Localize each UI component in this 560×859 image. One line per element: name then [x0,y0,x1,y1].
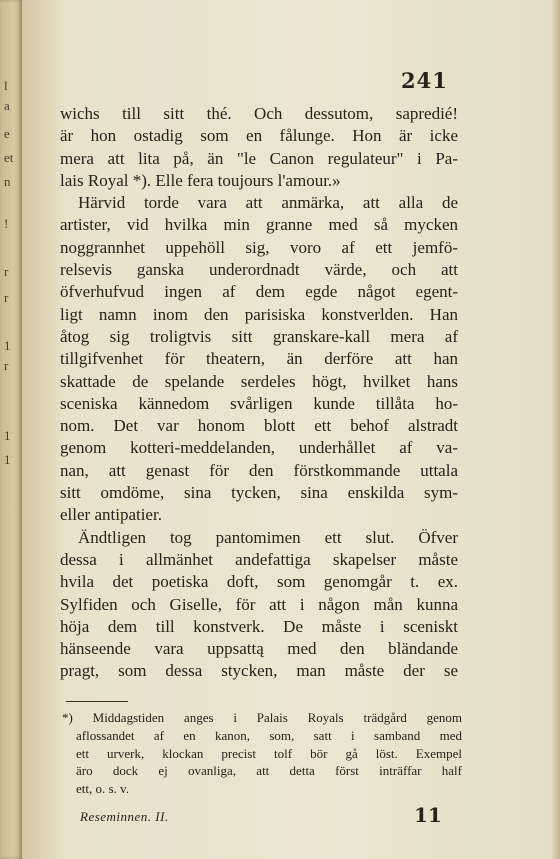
text-line: Sylfiden och Giselle, för att i någon mån kunna [60,594,458,614]
text-line: nan, att genast för den förstkommande uttala [60,460,458,480]
text-line: sitt omdöme, sina tycken, sina enskilda sym- [60,483,458,503]
text-line: mera att lita på, än "le Canon regulateur" i Pa- [60,148,458,168]
text-line: tillgifvenhet för theatern, än derföre att han [60,349,458,369]
text-line: genom kotteri-meddelanden, underhållet af va- [60,438,458,458]
margin-glyph: 1 [4,428,11,443]
text-line: ligt namn inom den parisiska konstverlden. Han [60,304,458,324]
text-line: skattade de spelande serdeles högt, hvilket hans [60,371,458,391]
text-line: hänseende vara uppsattą med den bländande [60,639,458,659]
text-line: dessa i allmänhet andefattiga skapelser måste [60,549,458,569]
text-line: relsevis ganska underordnadt värde, och att [60,260,458,280]
text-line: öfverhufvud ingen af dem egde något egent- [60,282,458,302]
text-line: artister, vid hvilka min granne med så mycken [60,215,458,235]
body-text [60,103,458,683]
footnote-line: *) Middagstiden anges i Palais Royals trädgård genom [62,710,462,725]
margin-glyph: n [4,174,11,189]
margin-glyph: r [4,264,9,279]
footnote-rule [66,701,128,702]
footnote-line: ett urverk, klockan precist tolf bör gå löst. Exempel [76,745,462,761]
footnote-line: äro dock ej ovanliga, att detta först inträffar half [76,763,462,779]
footnote [62,709,462,798]
text-line: är hon ostadig som en fålunge. Hon är icke [60,126,458,146]
text-line: Härvid torde vara att anmärka, att alla de [78,193,458,213]
text-line: Ändtligen tog pantomimen ett slut. Öfver [78,527,458,547]
text-line: åtog sig troligtvis sitt granskare-kall mera af [60,326,458,346]
margin-glyph: e [4,126,10,141]
text-line: eller antipatier. [60,505,162,525]
page-number: 241 [401,68,448,93]
margin-glyph: ! [4,216,9,231]
signature-mark: 11 [414,803,442,827]
margin-glyph: a [4,98,10,113]
text-line: sceniska kännedom svårligen kunde tillåta ho- [60,393,458,413]
text-line: höja dem till konstverk. De måste i sceniskt [60,616,458,636]
previous-page-edge [0,0,22,859]
margin-glyph: r [4,358,9,373]
running-footer: Reseminnen. II. [80,809,169,824]
text-line: nom. Det var honom blott ett behof alstradt [60,416,458,436]
margin-glyph: r [4,290,9,305]
margin-glyph: l [4,78,8,93]
margin-glyph: 1 [4,452,11,467]
text-line: lais Royal *). Elle fera toujours l'amour.» [60,170,341,190]
text-line: pragt, som dessa stycken, man måste der se [60,661,458,681]
footnote-line: aflossandet af en kanon, som, satt i samband med [76,727,462,743]
margin-glyph: et [4,150,14,165]
text-line: hvila det poetiska doft, som genomgår t. ex. [60,572,458,592]
footnote-line: ett, o. s. v. [76,781,129,797]
text-line: noggrannhet uppehöll sig, voro af ett jemfö- [60,237,458,257]
text-line: wichs till sitt thé. Och dessutom, sapredié! [60,104,458,123]
margin-glyph: 1 [4,338,11,353]
page-edge-shadow [552,0,560,859]
